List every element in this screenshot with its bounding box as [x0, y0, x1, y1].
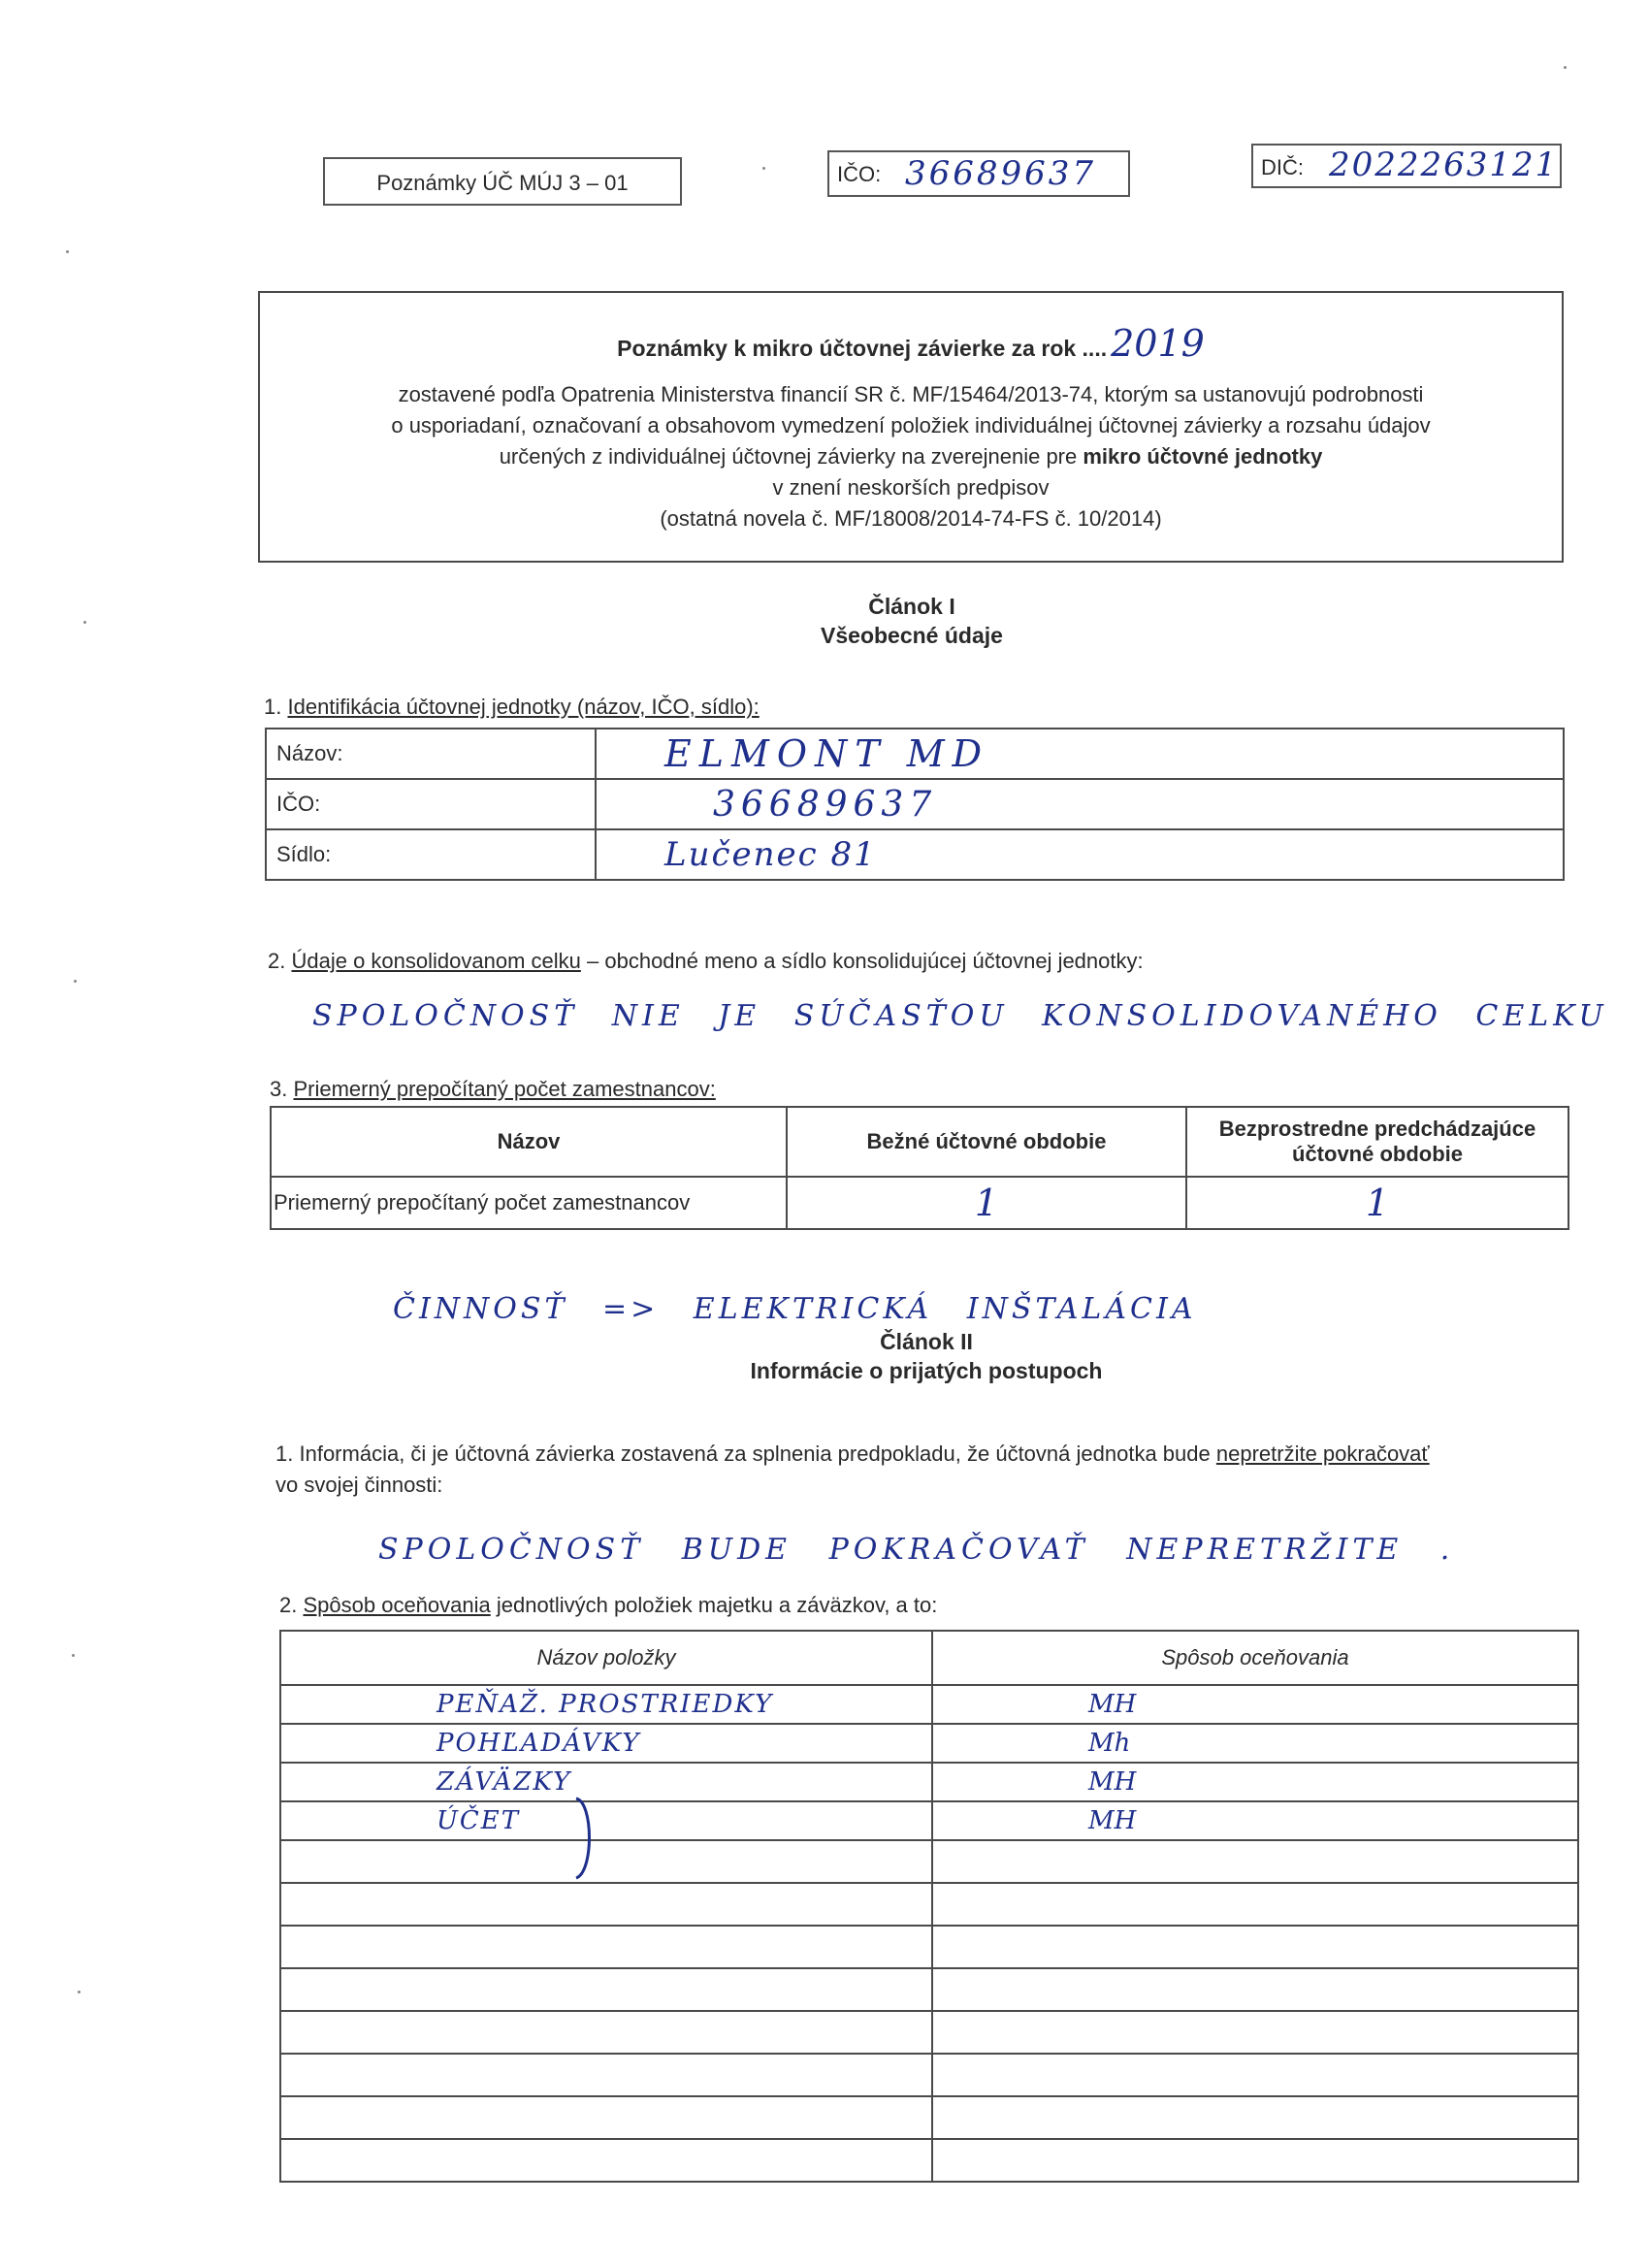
employees-header-current: Bežné účtovné obdobie	[787, 1107, 1186, 1177]
intro-line-3	[260, 444, 1562, 470]
intro-line-1: zostavené podľa Opatrenia Ministerstva financií SR č. MF/15464/2013-74, ktorým sa ustanovujú podrobnosti	[398, 382, 1424, 406]
intro-line-5: (ostatná novela č. MF/18008/2014-74-FS č. 10/2014)	[660, 506, 1162, 531]
valuation-method-cell	[932, 1883, 1578, 1926]
ident-value-cell	[596, 729, 1564, 779]
valuation-header-item: Názov položky	[280, 1631, 932, 1685]
a2-item-2	[279, 1593, 937, 1618]
valuation-method: Mh	[1088, 1729, 1131, 1758]
a2-item-2-rest: jednotlivých položiek majetku a záväzkov, a to:	[496, 1593, 938, 1617]
employees-row-label: Priemerný prepočítaný počet zamestnancov	[271, 1177, 787, 1229]
valuation-table	[279, 1630, 1579, 2183]
valuation-method: MH	[1088, 1806, 1137, 1835]
a2-item-1-number: 1.	[275, 1442, 294, 1466]
activity-note: ČINNOSŤ => ELEKTRICKÁ INŠTALÁCIA	[393, 1292, 1197, 1326]
a1-item-1-number: 1.	[264, 695, 282, 719]
dic-header-value: 2022263121	[1329, 146, 1559, 184]
a2-item-2-number: 2.	[279, 1593, 298, 1617]
valuation-header-row	[280, 1631, 1578, 1685]
ident-value-cell	[596, 829, 1564, 880]
table-row	[280, 2139, 1578, 2182]
valuation-header-method: Spôsob oceňovania	[932, 1631, 1578, 1685]
valuation-method-cell	[932, 1840, 1578, 1883]
ident-value-cell	[596, 779, 1564, 829]
ident-value: 36689637	[713, 784, 938, 825]
scan-speck	[74, 980, 77, 983]
intro-line-2: o usporiadaní, označovaní a obsahovom vymedzení položiek individuálnej účtovnej závierky a rozsahu údajov	[391, 413, 1431, 437]
form-code-box	[323, 157, 682, 206]
valuation-method-cell	[932, 2011, 1578, 2054]
employees-header-row	[271, 1107, 1568, 1177]
valuation-item: ZÁVÄZKY	[436, 1767, 572, 1797]
table-row	[280, 2054, 1578, 2096]
a2-item-1-text2: vo svojej činnosti:	[275, 1473, 443, 1497]
identification-table	[265, 728, 1565, 881]
valuation-method-cell	[932, 1763, 1578, 1801]
form-code-label: Poznámky ÚČ MÚJ 3 – 01	[376, 171, 629, 195]
intro-line-3-bold: mikro účtovné jednotky	[1083, 444, 1323, 469]
intro-title-text: Poznámky k mikro účtovnej závierke za rok ....	[617, 336, 1108, 361]
a1-item-1-label: Identifikácia účtovnej jednotky (názov, IČO, sídlo):	[287, 695, 760, 719]
intro-year: 2019	[1111, 322, 1205, 365]
intro-line-3-text: určených z individuálnej účtovnej závierky na zverejnenie pre	[499, 444, 1078, 469]
valuation-item: POHĽADÁVKY	[436, 1729, 641, 1758]
employees-header-previous: Bezprostredne predchádzajúce účtovné obdobie	[1186, 1107, 1568, 1177]
article-1-heading: Článok I	[868, 594, 955, 619]
ico-header-box	[827, 150, 1130, 197]
ident-label: Názov:	[266, 729, 596, 779]
table-row	[280, 1724, 1578, 1763]
ident-label: Sídlo:	[266, 829, 596, 880]
a1-item-3-number: 3.	[270, 1077, 288, 1101]
employees-previous-cell	[1186, 1177, 1568, 1229]
valuation-method-cell	[932, 1801, 1578, 1840]
scan-speck	[66, 250, 69, 253]
table-row	[280, 1685, 1578, 1724]
valuation-item: ÚČET	[436, 1806, 521, 1835]
ident-row	[266, 729, 1564, 779]
valuation-method-cell	[932, 1926, 1578, 1968]
ident-label: IČO:	[266, 779, 596, 829]
table-row	[280, 1968, 1578, 2011]
article-2-subheading: Informácie o prijatých postupoch	[750, 1358, 1103, 1383]
scan-speck	[78, 1991, 81, 1993]
a1-item-3-label: Priemerný prepočítaný počet zamestnancov:	[293, 1077, 716, 1101]
table-row	[280, 1801, 1578, 1840]
a2-item-1-answer: SPOLOČNOSŤ BUDE POKRAČOVAŤ NEPRETRŽITE .	[378, 1533, 1455, 1567]
ico-header-value: 36689637	[905, 154, 1097, 193]
valuation-item-cell	[280, 1685, 932, 1724]
a1-item-1	[264, 695, 760, 720]
intro-line-4: v znení neskorších predpisov	[772, 475, 1050, 500]
a2-item-1	[275, 1442, 1575, 1467]
valuation-item-cell	[280, 1968, 932, 2011]
valuation-item-cell	[280, 2011, 932, 2054]
valuation-item-cell	[280, 1840, 932, 1883]
table-row	[280, 2011, 1578, 2054]
employees-previous-value: 1	[1365, 1182, 1390, 1224]
valuation-method-cell	[932, 2054, 1578, 2096]
valuation-method-cell	[932, 1968, 1578, 2011]
valuation-item-cell	[280, 2139, 932, 2182]
article-1-subheading: Všeobecné údaje	[821, 623, 1003, 648]
employees-current-cell	[787, 1177, 1186, 1229]
employees-row	[271, 1177, 1568, 1229]
valuation-method-cell	[932, 1685, 1578, 1724]
employees-header-name: Názov	[271, 1107, 787, 1177]
valuation-item-cell	[280, 1801, 932, 1840]
scan-speck	[1564, 66, 1567, 69]
valuation-item-cell	[280, 2096, 932, 2139]
valuation-item-cell	[280, 1926, 932, 1968]
valuation-item-cell	[280, 2054, 932, 2096]
valuation-item-cell	[280, 1724, 932, 1763]
ident-value: ELMONT MD	[664, 732, 990, 775]
valuation-item: PEŇAŽ. PROSTRIEDKY	[436, 1690, 774, 1719]
table-row	[280, 1840, 1578, 1883]
table-row	[280, 1926, 1578, 1968]
a2-item-1-text: Informácia, či je účtovná závierka zostavená za splnenia predpokladu, že účtovná jednotka bude	[299, 1442, 1211, 1466]
valuation-method-cell	[932, 2139, 1578, 2182]
intro-box	[258, 291, 1564, 563]
valuation-method-cell	[932, 2096, 1578, 2139]
scan-speck	[72, 1654, 75, 1657]
scan-speck	[762, 167, 765, 170]
employees-table	[270, 1106, 1569, 1230]
valuation-item-cell	[280, 1763, 932, 1801]
valuation-method: MH	[1088, 1767, 1137, 1797]
dic-header-label: DIČ:	[1261, 155, 1304, 179]
a1-item-3	[270, 1077, 716, 1102]
article-2-heading: Článok II	[880, 1329, 973, 1354]
ident-row	[266, 829, 1564, 880]
employees-current-value: 1	[974, 1182, 999, 1224]
intro-title	[260, 322, 1562, 365]
valuation-item-cell	[280, 1883, 932, 1926]
table-row	[280, 2096, 1578, 2139]
bracket-mark	[572, 1795, 601, 1882]
a1-item-2	[268, 949, 1144, 974]
dic-header-box	[1251, 144, 1562, 188]
a1-item-2-answer: SPOLOČNOSŤ NIE JE SÚČASŤOU KONSOLIDOVANÉHO CELKU	[312, 999, 1608, 1033]
valuation-method: MH	[1088, 1690, 1137, 1719]
a1-item-2-label: Údaje o konsolidovanom celku	[291, 949, 581, 973]
a2-item-1-underlined: nepretržite pokračovať	[1215, 1442, 1430, 1466]
a1-item-2-number: 2.	[268, 949, 286, 973]
table-row	[280, 1763, 1578, 1801]
ident-value: Lučenec 81	[664, 835, 877, 874]
a2-item-2-label: Spôsob oceňovania	[303, 1593, 491, 1617]
valuation-method-cell	[932, 1724, 1578, 1763]
table-row	[280, 1883, 1578, 1926]
ico-header-label: IČO:	[837, 162, 882, 186]
a1-item-2-rest: – obchodné meno a sídlo konsolidujúcej účtovnej jednotky:	[587, 949, 1144, 973]
ident-row	[266, 779, 1564, 829]
